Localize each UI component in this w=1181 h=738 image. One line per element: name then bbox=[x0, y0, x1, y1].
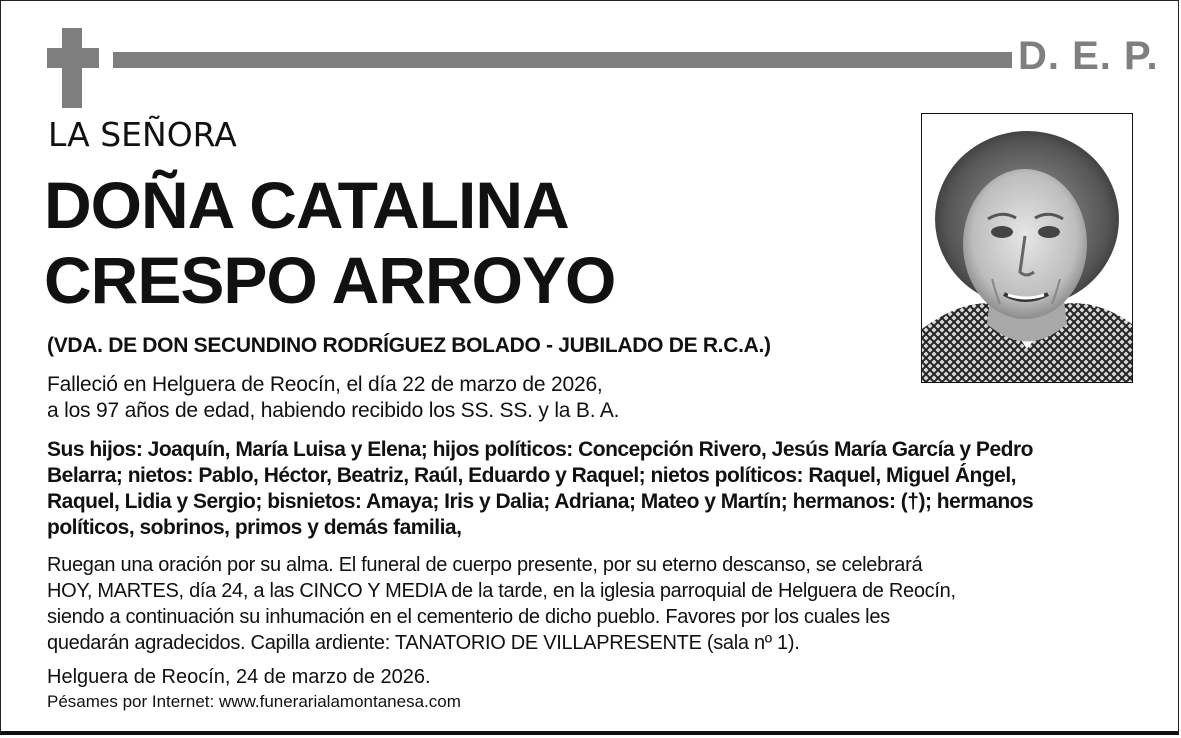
family-line-3: Raquel, Lidia y Sergio; bisnietos: Amaya; Iris y Dalia; Adriana; Mateo y Martín; hermanos: (†); hermanos bbox=[47, 490, 1034, 513]
funeral-line-3: siendo a continuación su inhumación en el cementerio de dicho pueblo. Favores por los cuales les bbox=[47, 606, 890, 628]
portrait-photo-image bbox=[922, 114, 1132, 382]
deceased-name-line-1: DOÑA CATALINA bbox=[44, 168, 569, 242]
condolences-internet-line: Pésames por Internet: www.funerarialamontanesa.com bbox=[47, 692, 461, 711]
family-line-2: Belarra; nietos: Pablo, Héctor, Beatriz, Raúl, Eduardo y Raquel; nietos políticos: Raquel, Miguel Ángel, bbox=[47, 464, 1017, 487]
place-date: Helguera de Reocín, 24 de marzo de 2026. bbox=[47, 666, 431, 688]
funeral-details bbox=[47, 552, 1137, 656]
cross-vertical-bar bbox=[62, 28, 82, 108]
portrait-photo bbox=[921, 113, 1133, 383]
title-prefix: LA SEÑORA bbox=[48, 115, 237, 154]
deceased-name-line-2: CRESPO ARROYO bbox=[44, 243, 616, 317]
dep-label: D. E. P. bbox=[1018, 34, 1159, 78]
family-line-4: políticos, sobrinos, primos y demás familia, bbox=[47, 516, 462, 539]
funeral-line-1: Ruegan una oración por su alma. El funeral de cuerpo presente, por su eterno descanso, se celebrará bbox=[47, 554, 923, 576]
widow-line: (VDA. DE DON SECUNDINO RODRÍGUEZ BOLADO - JUBILADO DE R.C.A.) bbox=[47, 334, 771, 357]
funeral-line-4: quedarán agradecidos. Capilla ardiente: TANATORIO DE VILLAPRESENTE (sala nº 1). bbox=[47, 632, 800, 654]
death-line-1: Falleció en Helguera de Reocín, el día 22 de marzo de 2026, bbox=[47, 373, 603, 396]
funeral-line-2: HOY, MARTES, día 24, a las CINCO Y MEDIA de la tarde, en la iglesia parroquial de Helguera de Reocín, bbox=[47, 580, 956, 602]
header-rule bbox=[113, 52, 1012, 68]
family-list bbox=[47, 437, 1137, 541]
family-line-1: Sus hijos: Joaquín, María Luisa y Elena; hijos políticos: Concepción Rivero, Jesús María García y Pedro bbox=[47, 438, 1033, 461]
death-line-2: a los 97 años de edad, habiendo recibido los SS. SS. y la B. A. bbox=[47, 399, 620, 422]
cross-horizontal-bar bbox=[47, 48, 99, 68]
death-details bbox=[47, 372, 619, 424]
